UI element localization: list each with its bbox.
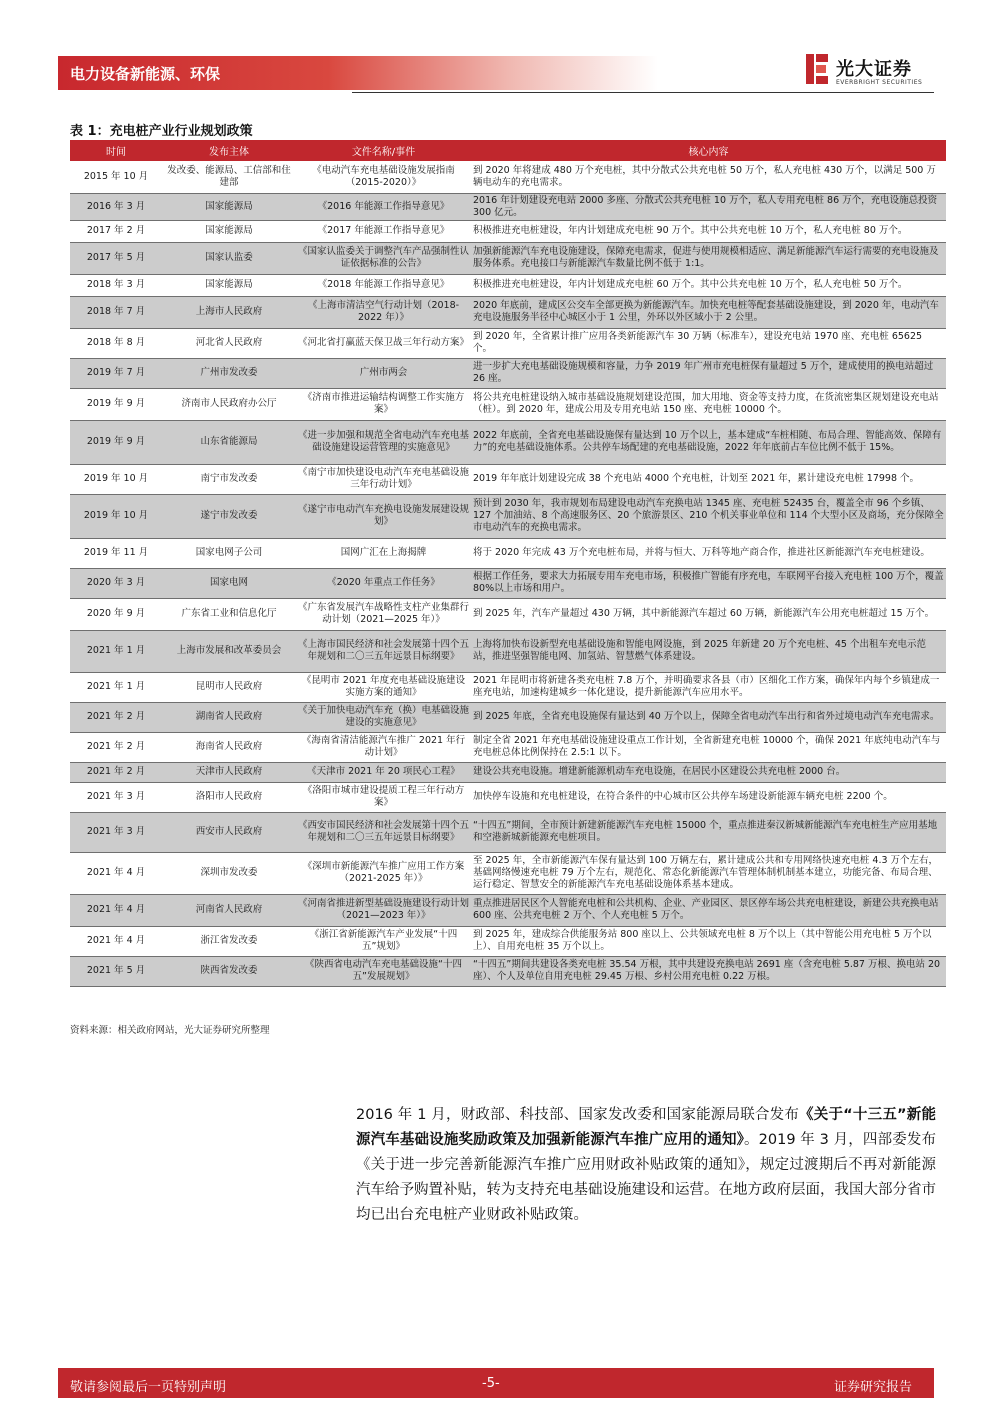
table-row — [70, 161, 946, 193]
cell-time: 2020 年 3 月 — [70, 568, 162, 598]
cell-issuer: 国家电网子公司 — [162, 538, 296, 568]
cell-document: 《深圳市新能源汽车推广应用工作方案（2021-2025 年）》 — [296, 852, 471, 894]
cell-time: 2021 年 1 月 — [70, 630, 162, 672]
cell-content: 制定全省 2021 年充电基础设施建设重点工作计划，全省新建充电桩 10000 个，确保 2021 年底纯电动汽车与充电桩总体比例保持在 2.5:1 以下。 — [471, 732, 946, 762]
cell-issuer: 洛阳市人民政府 — [162, 782, 296, 812]
cell-content: 至 2025 年，全市新能源汽车保有量达到 100 万辆左右，累计建成公共和专用网络快速充电桩 4.3 万个左右，基础网络慢速充电桩 79 万个左右，规范化、常态化新能源汽车管理体制机制基本建立，功能完备、布局合理、运行稳定、智慧安全的新能源汽车充电基础设施体系基本建成。 — [471, 852, 946, 894]
cell-content: 加快停车设施和充电桩建设，在符合条件的中心城市区公共停车场建设新能源车辆充电桩 2200 个。 — [471, 782, 946, 812]
cell-time: 2019 年 10 月 — [70, 494, 162, 538]
table-row — [70, 762, 946, 782]
cell-content: 到 2025 年，汽车产量超过 430 万辆，其中新能源汽车超过 60 万辆，新能源汽车公用充电桩超过 15 万个。 — [471, 598, 946, 630]
cell-content: 根据工作任务，要求大力拓展专用车充电市场，积极推广智能有序充电，车联网平台接入充电桩 100 万个，覆盖 80%以上市场和用户。 — [471, 568, 946, 598]
cell-time: 2018 年 8 月 — [70, 328, 162, 358]
cell-issuer: 南宁市发改委 — [162, 464, 296, 494]
cell-content: 到 2020 年，全省累计推广应用各类新能源汽车 30 万辆（标准车），建设充电站 1970 座、充电桩 65625 个。 — [471, 328, 946, 358]
cell-issuer: 陕西省发改委 — [162, 956, 296, 986]
cell-time: 2021 年 4 月 — [70, 926, 162, 956]
cell-content: “十四五”期间共建设各类充电桩 35.54 万根，其中共建设充换电站 2691 座（含充电桩 5.87 万根、换电站 20 座）、个人及单位自用充电桩 29.45 万根、乡村公用充电桩 0.22 万根。 — [471, 956, 946, 986]
cell-time: 2019 年 11 月 — [70, 538, 162, 568]
disclaimer-note: 敬请参阅最后一页特别声明 — [70, 1380, 227, 1395]
logo-text: 光大证券 — [836, 59, 912, 80]
table-row — [70, 630, 946, 672]
cell-issuer: 海南省人民政府 — [162, 732, 296, 762]
cell-issuer: 河北省人民政府 — [162, 328, 296, 358]
cell-document: 《天津市 2021 年 20 项民心工程》 — [296, 762, 471, 782]
cell-document: 《进一步加强和规范全省电动汽车充电基础设施建设运营管理的实施意见》 — [296, 420, 471, 464]
table-row — [70, 193, 946, 220]
cell-document: 《河北省打赢蓝天保卫战三年行动方案》 — [296, 328, 471, 358]
cell-time: 2018 年 3 月 — [70, 274, 162, 296]
cell-content: 将公共充电桩建设纳入城市基础设施规划建设范围，加大用地、资金等支持力度，在货流密集区规划建设充电站（桩）。到 2020 年，建成公用及专用充电站 150 座、充电桩 10000 个。 — [471, 388, 946, 420]
table-row — [70, 494, 946, 538]
cell-content: 2020 年底前，建成区公交车全部更换为新能源汽车。加快充电桩等配套基础设施建设，到 2020 年，电动汽车充电设施服务半径中心城区小于 1 公里，外环以外区域小于 2 公里。 — [471, 296, 946, 328]
cell-issuer: 广州市发改委 — [162, 358, 296, 388]
table-row — [70, 464, 946, 494]
column-header-document: 文件名称/事件 — [296, 140, 471, 161]
table-header-row — [70, 140, 946, 161]
cell-issuer: 西安市人民政府 — [162, 812, 296, 852]
cell-issuer: 发改委、能源局、工信部和住建部 — [162, 161, 296, 193]
cell-issuer: 国家认监委 — [162, 242, 296, 274]
cell-document: 《2020 年重点工作任务》 — [296, 568, 471, 598]
section-title: 电力设备新能源、环保 — [70, 65, 221, 83]
cell-time: 2021 年 4 月 — [70, 894, 162, 926]
cell-document: 广州市两会 — [296, 358, 471, 388]
table-row — [70, 220, 946, 242]
cell-content: 2019 年年底计划建设完成 38 个充电站 4000 个充电桩，计划至 2021 年，累计建设充电桩 17998 个。 — [471, 464, 946, 494]
cell-issuer: 国家能源局 — [162, 274, 296, 296]
table-row — [70, 956, 946, 986]
cell-content: 到 2025 年底，全省充电设施保有量达到 40 万个以上，保障全省电动汽车出行和省外过境电动汽车充电需求。 — [471, 702, 946, 732]
cell-time: 2019 年 9 月 — [70, 420, 162, 464]
cell-document: 《2016 年能源工作指导意见》 — [296, 193, 471, 220]
cell-time: 2021 年 5 月 — [70, 956, 162, 986]
cell-time: 2017 年 2 月 — [70, 220, 162, 242]
cell-content: 到 2025 年，建成综合供能服务站 800 座以上、公共领域充电桩 8 万个以上（其中智能公用充电桩 5 万个以上）、自用充电桩 35 万个以上。 — [471, 926, 946, 956]
table-row — [70, 672, 946, 702]
column-header-content: 核心内容 — [471, 140, 946, 161]
cell-time: 2020 年 9 月 — [70, 598, 162, 630]
cell-content: 进一步扩大充电基础设施规模和容量，力争 2019 年广州市充电桩保有量超过 5 万个，建成使用的换电站超过 26 座。 — [471, 358, 946, 388]
cell-content: 建设公共充电设施。增建新能源机动车充电设施，在居民小区建设公共充电桩 2000 台。 — [471, 762, 946, 782]
page-number: -5- — [482, 1376, 500, 1391]
cell-issuer: 国家电网 — [162, 568, 296, 598]
cell-content: 2022 年底前，全省充电基础设施保有量达到 10 万个以上，基本建成“车桩相随、布局合理、智能高效、保障有力”的充电基础设施体系。公共停车场配建的充电基础设施，2022 年年底前占车位比例不低于 15%。 — [471, 420, 946, 464]
cell-document: 《南宁市加快建设电动汽车充电基础设施三年行动计划》 — [296, 464, 471, 494]
cell-issuer: 山东省能源局 — [162, 420, 296, 464]
table-body — [70, 161, 946, 986]
cell-document: 《浙江省新能源汽车产业发展“十四五”规划》 — [296, 926, 471, 956]
table-row — [70, 732, 946, 762]
table-row — [70, 328, 946, 358]
cell-document: 《关于加快电动汽车充（换）电基础设施建设的实施意见》 — [296, 702, 471, 732]
cell-document: 《西安市国民经济和社会发展第十四个五年规划和二〇三五年远景目标纲要》 — [296, 812, 471, 852]
body-text-part: 。2019 年 3 月，四部委发布《关于进一步完善新能源汽车推广应用财政补贴政策的通知》，规定过渡期后不再对新能源汽车给予购置补贴，转为支持充电基础设施建设和运营。在地方政府层面，我国大部分省市均已出台充电桩产业财政补贴政策。 — [356, 1132, 936, 1223]
cell-time: 2021 年 4 月 — [70, 852, 162, 894]
cell-time: 2021 年 2 月 — [70, 762, 162, 782]
cell-time: 2021 年 2 月 — [70, 732, 162, 762]
table-row — [70, 894, 946, 926]
policy-table — [70, 140, 946, 987]
table-row — [70, 388, 946, 420]
cell-issuer: 天津市人民政府 — [162, 762, 296, 782]
cell-content: 2016 年计划建设充电站 2000 多座、分散式公共充电桩 10 万个，私人专用充电桩 86 万个，充电设施总投资 300 亿元。 — [471, 193, 946, 220]
cell-content: 将于 2020 年完成 43 万个充电桩布局，并将与恒大、万科等地产商合作，推进社区新能源汽车充电桩建设。 — [471, 538, 946, 568]
cell-time: 2019 年 9 月 — [70, 388, 162, 420]
table-row — [70, 702, 946, 732]
table-row — [70, 296, 946, 328]
cell-content: “十四五”期间，全市预计新建新能源汽车充电桩 15000 个，重点推进秦汉新城新能源汽车充电桩生产应用基地和空港新城新能源充电桩项目。 — [471, 812, 946, 852]
cell-document: 《2017 年能源工作指导意见》 — [296, 220, 471, 242]
cell-time: 2021 年 3 月 — [70, 782, 162, 812]
cell-content: 积极推进充电桩建设，年内计划建成充电桩 60 万个。其中公共充电桩 10 万个，私人充电桩 50 万个。 — [471, 274, 946, 296]
cell-issuer: 济南市人民政府办公厅 — [162, 388, 296, 420]
cell-document: 《电动汽车充电基础设施发展指南（2015-2020）》 — [296, 161, 471, 193]
body-text-bold: 《关于“十三五”新能源汽车基础设施奖励政策及加强新能源汽车推广应用的通知》 — [356, 1107, 936, 1148]
report-type: 证券研究报告 — [834, 1380, 913, 1395]
cell-document: 《海南省清洁能源汽车推广 2021 年行动计划》 — [296, 732, 471, 762]
cell-time: 2017 年 5 月 — [70, 242, 162, 274]
logo-subtext: EVERBRIGHT SECURITIES — [836, 79, 923, 86]
cell-time: 2021 年 3 月 — [70, 812, 162, 852]
logo-mark-icon — [806, 54, 828, 84]
cell-document: 《上海市国民经济和社会发展第十四个五年规划和二〇三五年远景目标纲要》 — [296, 630, 471, 672]
header-divider — [352, 92, 934, 93]
table-row — [70, 782, 946, 812]
cell-content: 预计到 2030 年，我市规划布局建设电动汽车充换电站 1345 座、充电桩 52435 台，覆盖全市 96 个乡镇、127 个加油站、8 个高速服务区、20 个旅游景区、210 个机关事业单位和 114 个大型小区及商场，充分保障全市电动汽车的充换电需求。 — [471, 494, 946, 538]
cell-document: 《2018 年能源工作指导意见》 — [296, 274, 471, 296]
cell-document: 《广东省发展汽车战略性支柱产业集群行动计划（2021—2025 年）》 — [296, 598, 471, 630]
table-row — [70, 598, 946, 630]
cell-content: 加强新能源汽车充电设施建设，保障充电需求，促进与使用规模相适应、满足新能源汽车运行需要的充电设施及服务体系。充电接口与新能源汽车数量比例不低于 1:1。 — [471, 242, 946, 274]
everbright-logo — [806, 52, 936, 92]
table-row — [70, 852, 946, 894]
table-title: 表 1：充电桩产业行业规划政策 — [70, 124, 253, 139]
cell-issuer: 昆明市人民政府 — [162, 672, 296, 702]
cell-content: 到 2020 年将建成 480 万个充电桩，其中分散式公共充电桩 50 万个，私人充电桩 430 万个，以满足 500 万辆电动车的充电需求。 — [471, 161, 946, 193]
cell-time: 2016 年 3 月 — [70, 193, 162, 220]
cell-content: 上海将加快布设新型充电基础设施和智能电网设施，到 2025 年新建 20 万个充电桩、45 个出租车充电示范站，推进坚强智能电网、加氢站、智慧燃气体系建设。 — [471, 630, 946, 672]
cell-document: 《上海市清洁空气行动计划（2018-2022 年）》 — [296, 296, 471, 328]
body-text-part: 2016 年 1 月，财政部、科技部、国家发改委和国家能源局联合发布 — [356, 1107, 800, 1123]
column-header-issuer: 发布主体 — [162, 140, 296, 161]
table-row — [70, 926, 946, 956]
cell-document: 《国家认监委关于调整汽车产品强制性认证依据标准的公告》 — [296, 242, 471, 274]
cell-issuer: 湖南省人民政府 — [162, 702, 296, 732]
table-row — [70, 568, 946, 598]
cell-issuer: 遂宁市发改委 — [162, 494, 296, 538]
table-row — [70, 420, 946, 464]
cell-issuer: 国家能源局 — [162, 220, 296, 242]
table-row — [70, 538, 946, 568]
cell-document: 国网广汇在上海揭牌 — [296, 538, 471, 568]
cell-time: 2015 年 10 月 — [70, 161, 162, 193]
cell-issuer: 上海市发展和改革委员会 — [162, 630, 296, 672]
cell-content: 重点推进居民区个人智能充电桩和公共机构、企业、产业园区、景区停车场公共充电桩建设，新建公共充换电站 600 座、公共充电桩 2 万个、个人充电桩 5 万个。 — [471, 894, 946, 926]
column-header-time: 时间 — [70, 140, 162, 161]
cell-issuer: 浙江省发改委 — [162, 926, 296, 956]
cell-issuer: 广东省工业和信息化厅 — [162, 598, 296, 630]
cell-issuer: 河南省人民政府 — [162, 894, 296, 926]
cell-document: 《济南市推进运输结构调整工作实施方案》 — [296, 388, 471, 420]
cell-time: 2021 年 2 月 — [70, 702, 162, 732]
cell-document: 《遂宁市电动汽车充换电设施发展建设规划》 — [296, 494, 471, 538]
table-row — [70, 358, 946, 388]
cell-time: 2019 年 10 月 — [70, 464, 162, 494]
table-row — [70, 242, 946, 274]
table-row — [70, 812, 946, 852]
cell-content: 积极推进充电桩建设，年内计划建成充电桩 90 万个。其中公共充电桩 10 万个，私人充电桩 80 万个。 — [471, 220, 946, 242]
cell-document: 《陕西省电动汽车充电基础设施“十四五”发展规划》 — [296, 956, 471, 986]
cell-document: 《昆明市 2021 年度充电基础设施建设实施方案的通知》 — [296, 672, 471, 702]
cell-time: 2018 年 7 月 — [70, 296, 162, 328]
cell-document: 《河南省推进新型基础设施建设行动计划（2021—2023 年）》 — [296, 894, 471, 926]
cell-content: 2021 年昆明市将新建各类充电桩 7.8 万个，并明确要求各县（市）区细化工作方案，确保年内每个乡镇建成一座充电站，加速构建城乡一体化建设，提升新能源汽车应用水平。 — [471, 672, 946, 702]
cell-issuer: 深圳市发改委 — [162, 852, 296, 894]
cell-document: 《洛阳市城市建设提质工程三年行动方案》 — [296, 782, 471, 812]
body-paragraph — [356, 1103, 936, 1228]
cell-issuer: 国家能源局 — [162, 193, 296, 220]
source-note: 资料来源：相关政府网站，光大证券研究所整理 — [70, 1025, 270, 1036]
table-row — [70, 274, 946, 296]
cell-issuer: 上海市人民政府 — [162, 296, 296, 328]
cell-time: 2019 年 7 月 — [70, 358, 162, 388]
cell-time: 2021 年 1 月 — [70, 672, 162, 702]
